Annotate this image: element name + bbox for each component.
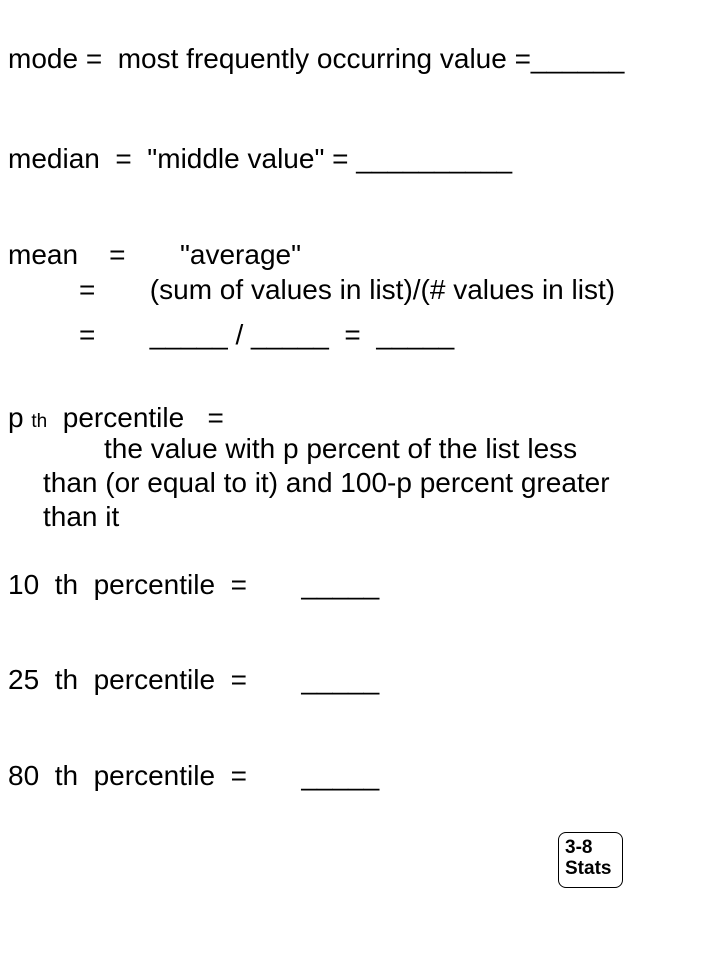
median-definition: median = "middle value" = __________ — [8, 143, 513, 174]
mean-definition-line-1: mean = "average" — [8, 239, 302, 270]
mean-definition-line-2: = (sum of values in list)/(# values in list) — [79, 274, 616, 305]
percentile-th: th — [31, 411, 48, 432]
section-badge — [558, 832, 623, 888]
mean-definition-line-3: = _____ / _____ = _____ — [79, 319, 455, 350]
percentile-row-10: 10 th percentile = _____ — [8, 569, 380, 600]
percentile-heading — [8, 404, 224, 432]
badge-section-number: 3-8 — [565, 837, 593, 858]
mode-definition: mode = most frequently occurring value =______ — [8, 43, 625, 74]
percentile-row-25: 25 th percentile = _____ — [8, 664, 380, 695]
percentile-definition-line-1: the value with p percent of the list less — [104, 433, 578, 464]
percentile-heading-rest: percentile = — [47, 402, 224, 433]
percentile-definition-line-3: than it — [43, 501, 120, 532]
percentile-p: p — [8, 402, 24, 433]
percentile-row-80: 80 th percentile = _____ — [8, 760, 380, 791]
percentile-definition-line-2: than (or equal to it) and 100-p percent greater — [43, 467, 610, 498]
badge-section-title: Stats — [565, 858, 612, 879]
